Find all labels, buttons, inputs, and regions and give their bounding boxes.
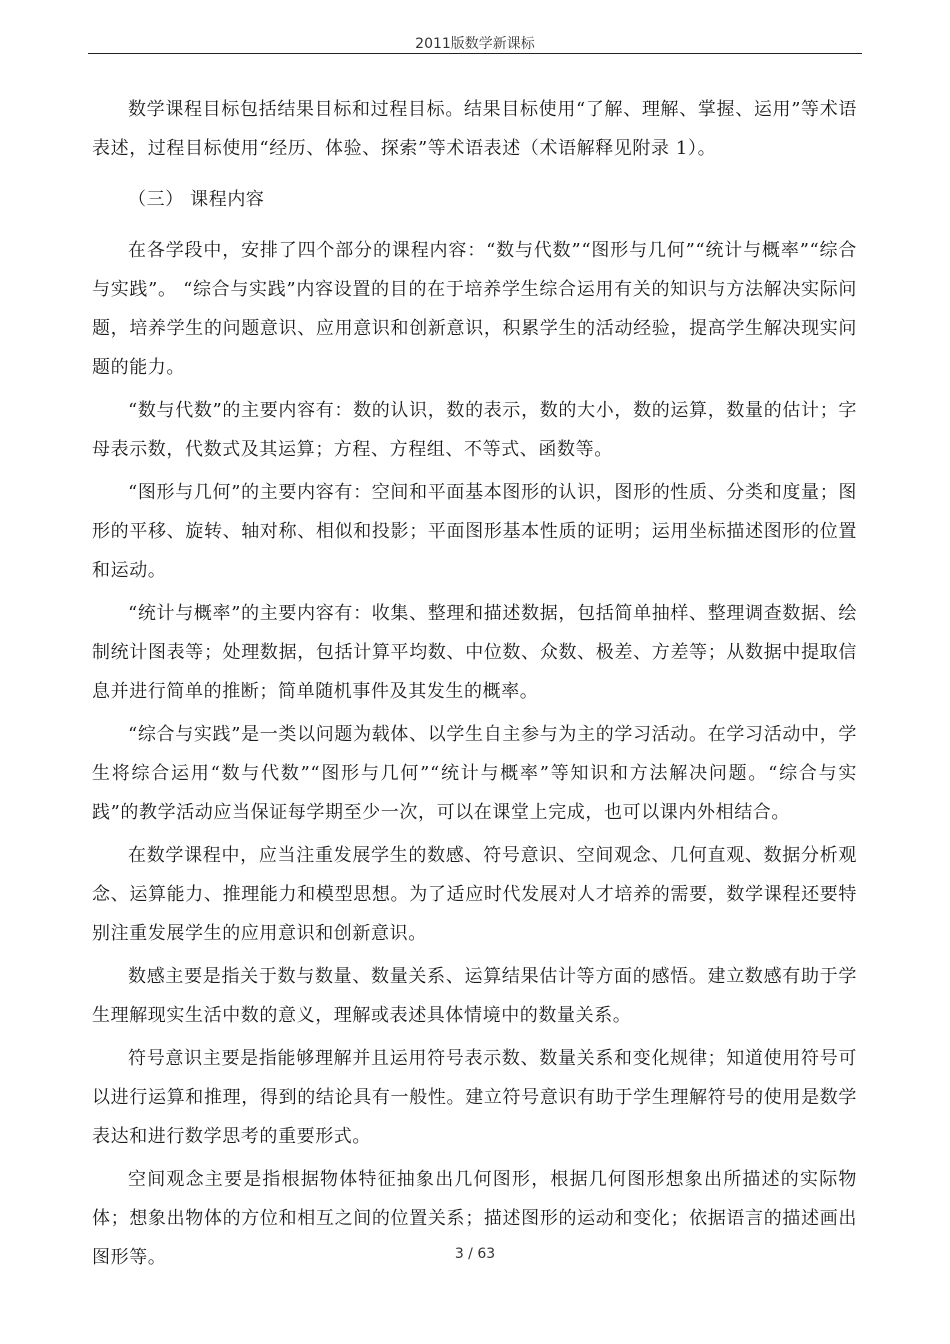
paragraph-number-sense: 数感主要是指关于数与数量、数量关系、运算结果估计等方面的感悟。建立数感有助于学生理解现实生活中数的意义，理解或表述具体情境中的数量关系。	[92, 966, 857, 1026]
paragraph-course-goals: 数学课程目标包括结果目标和过程目标。结果目标使用“了解、理解、掌握、运用”等术语表述，过程目标使用“经历、体验、探索”等术语表述（术语解释见附录 1）。	[92, 99, 857, 159]
paragraph-spatial-concept: 空间观念主要是指根据物体特征抽象出几何图形，根据几何图形想象出所描述的实际物体；想象出物体的方位和相互之间的位置关系；描述图形的运动和变化；依据语言的描述画出图形等。	[92, 1169, 857, 1268]
paragraph-practice: “综合与实践”是一类以问题为载体、以学生自主参与为主的学习活动。在学习活动中，学生将综合运用“数与代数”“图形与几何”“统计与概率”等知识和方法解决问题。“综合与实践”的教学活动应当保证每学期至少一次，可以在课堂上完成，也可以课内外相结合。	[92, 724, 857, 823]
paragraph-content-overview: 在各学段中，安排了四个部分的课程内容：“数与代数”“图形与几何”“统计与概率”“综合与实践”。 “综合与实践”内容设置的目的在于培养学生综合运用有关的知识与方法解决实际问题，培养学生的问题意识、应用意识和创新意识，积累学生的活动经验，提高学生解决现实问题的能力。	[92, 240, 857, 378]
page-number: 3 / 63	[454, 1246, 496, 1262]
document-body	[92, 90, 857, 1281]
paragraph-symbol-sense: 符号意识主要是指能够理解并且运用符号表示数、数量关系和变化规律；知道使用符号可以进行运算和推理，得到的结论具有一般性。建立符号意识有助于学生理解符号的使用是数学表达和进行数学思考的重要形式。	[92, 1048, 857, 1147]
paragraph-core-concepts: 在数学课程中，应当注重发展学生的数感、符号意识、空间观念、几何直观、数据分析观念、运算能力、推理能力和模型思想。为了适应时代发展对人才培养的需要，数学课程还要特别注重发展学生的应用意识和创新意识。	[92, 845, 857, 944]
paragraph-geometry: “图形与几何”的主要内容有：空间和平面基本图形的认识，图形的性质、分类和度量；图形的平移、旋转、轴对称、相似和投影；平面图形基本性质的证明；运用坐标描述图形的位置和运动。	[92, 482, 857, 581]
section-heading: （三） 课程内容	[128, 189, 265, 210]
page-header: 2011版数学新课标	[415, 36, 535, 52]
paragraph-statistics: “统计与概率”的主要内容有：收集、整理和描述数据，包括简单抽样、整理调查数据、绘制统计图表等；处理数据，包括计算平均数、中位数、众数、极差、方差等；从数据中提取信息并进行简单的推断；简单随机事件及其发生的概率。	[92, 603, 857, 702]
header-divider	[88, 53, 862, 54]
paragraph-number-algebra: “数与代数”的主要内容有：数的认识，数的表示，数的大小，数的运算，数量的估计；字母表示数，代数式及其运算；方程、方程组、不等式、函数等。	[92, 400, 857, 460]
